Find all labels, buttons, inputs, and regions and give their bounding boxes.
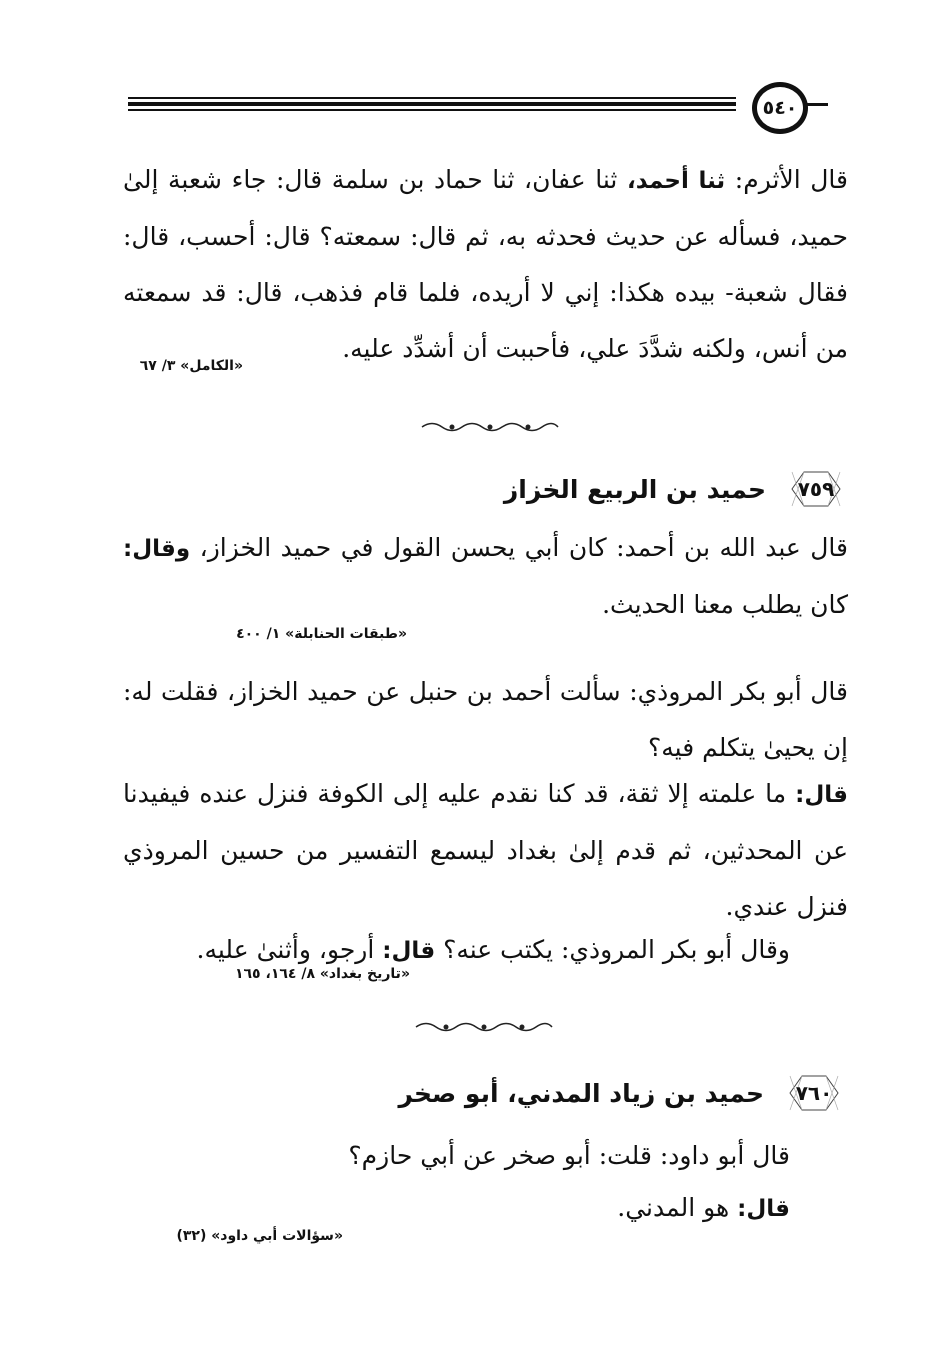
ornament-divider — [414, 1020, 554, 1034]
entry-number-badge: ٧٦٠ — [782, 1070, 846, 1116]
paragraph: قال أبو داود: قلت: أبو صخر عن أبي حازم؟ — [348, 1141, 790, 1170]
paragraph: وقال أبو بكر المروذي: يكتب عنه؟ قال: أرجو، وأثنىٰ عليه. — [196, 935, 790, 964]
entry-title: حميد بن الربيع الخزاز — [503, 474, 766, 504]
top-paragraph: قال الأثرم: ثنا أحمد، ثنا عفان، ثنا حماد بن سلمة قال: جاء شعبة إلىٰ حميد، فسأله عن حديث فحدثه به، ثم قال: سمعته؟ قال: أحسب، قال: فقال شعبة- بيده هكذا: إني لا أريده، فلما قام فذهب، قال: قد سمعته من أنس، ولكنه شدَّدَ علي، فأحببت أن أشدِّد عليه. — [123, 165, 848, 363]
header-rule — [128, 95, 828, 117]
entry-heading-759 — [504, 466, 848, 512]
paragraph: قال: هو المدني. — [617, 1193, 790, 1222]
source-citation: «سؤالات أبي داود» (٣٢) — [176, 1228, 343, 1244]
page-number: ٥٤٠ — [752, 82, 808, 134]
entry-heading-760 — [398, 1070, 846, 1116]
entry-title: حميد بن زياد المدني، أبو صخر — [398, 1078, 764, 1108]
source-citation: «الكامل» ٣/ ٦٧ — [139, 358, 243, 374]
source-citation: «تاريخ بغداد» ٨/ ١٦٤، ١٦٥ — [234, 966, 410, 982]
ornament-divider — [420, 420, 560, 434]
paragraph: قال عبد الله بن أحمد: كان أبي يحسن القول في حميد الخزاز، وقال: كان يطلب معنا الحديث. — [123, 533, 848, 619]
entry-number-badge: ٧٥٩ — [784, 466, 848, 512]
paragraph: قال أبو بكر المروذي: سألت أحمد بن حنبل عن حميد الخزاز، فقلت له: إن يحيىٰ يتكلم فيه؟ — [123, 677, 848, 762]
source-citation: «طبقات الحنابلة» ١/ ٤٠٠ — [236, 626, 407, 642]
paragraph: قال: ما علمته إلا ثقة، قد كنا نقدم عليه إلى الكوفة فنزل عنده فيفيدنا عن المحدثين، ثم قدم إلىٰ بغداد ليسمع التفسير من حسين المروذي فنزل عندي. — [123, 779, 848, 921]
